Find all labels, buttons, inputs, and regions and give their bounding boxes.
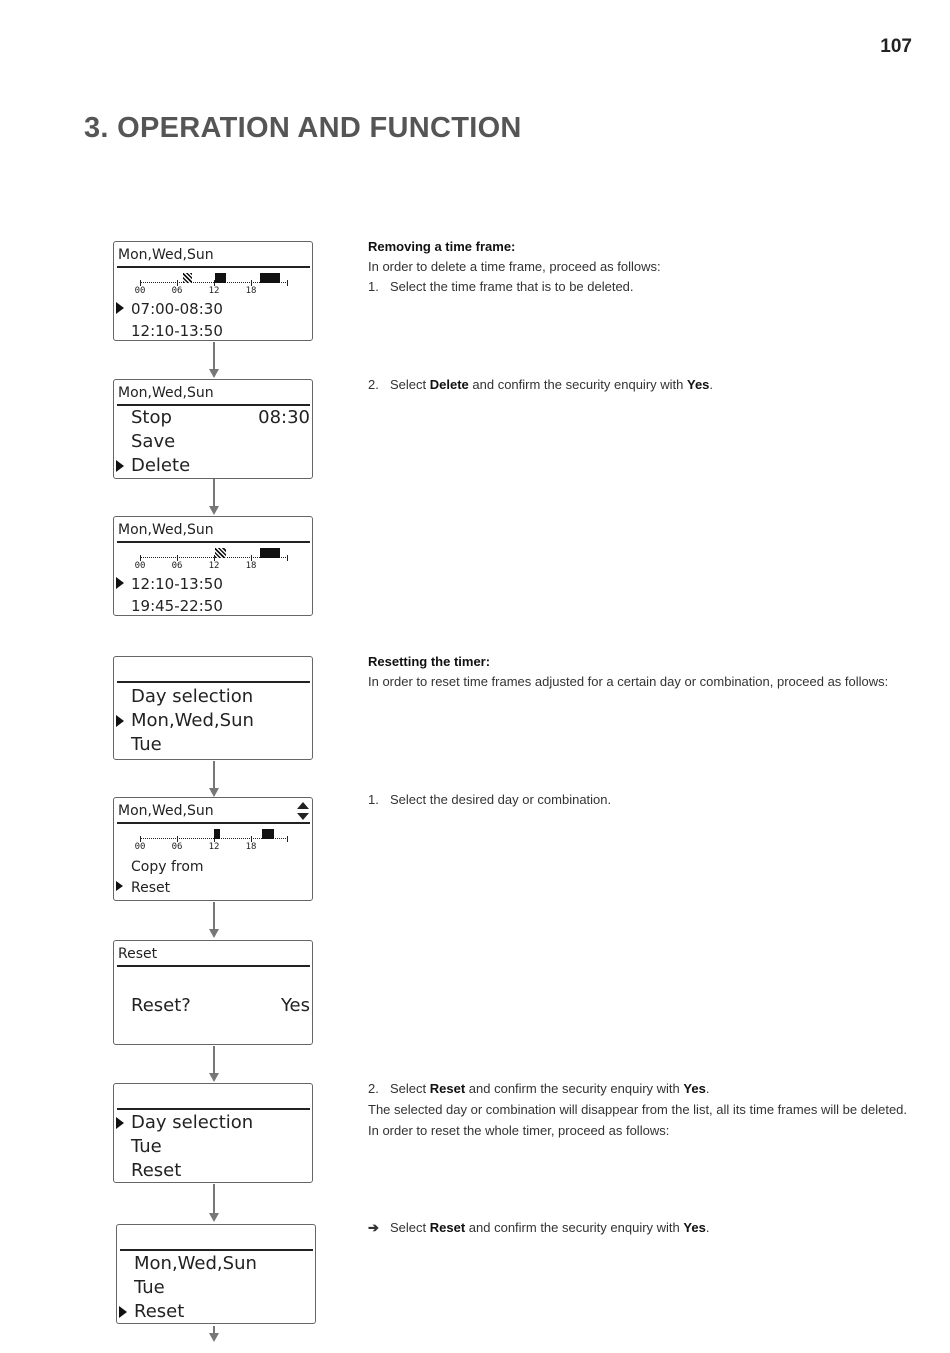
resetting-note-1: The selected day or combination will disappear from the list, all its time frames will be deleted. (368, 1102, 908, 1117)
hour-label: 06 (171, 842, 183, 852)
timebar-tick (287, 280, 288, 286)
hour-label: 00 (134, 842, 146, 852)
resetting-intro: In order to reset time frames adjusted for a certain day or combination, proceed as follows: (368, 674, 889, 689)
lcd-row-stop: Stop (131, 407, 172, 428)
cursor-icon (116, 881, 123, 891)
lcd-row-reset-question: Reset? (131, 995, 191, 1016)
hour-label: 06 (171, 561, 183, 571)
flow-arrow-shaft (213, 1184, 215, 1216)
cursor-icon (116, 302, 124, 314)
lcd-screen-day-selection (113, 656, 313, 760)
cursor-icon (116, 460, 124, 472)
lcd-row-save: Save (131, 431, 176, 452)
lcd-row-delete: Delete (131, 455, 191, 476)
flow-arrow-head (209, 369, 219, 378)
lcd-screen-day-menu (113, 797, 313, 901)
hour-label: 18 (245, 561, 257, 571)
step-text: . (705, 1081, 710, 1096)
lcd-screen-reset-timer (116, 1224, 316, 1324)
flow-arrow (209, 479, 219, 515)
flow-arrow (209, 902, 219, 938)
step-text: Select (390, 1220, 430, 1235)
step-text: . (709, 377, 714, 392)
timebar (134, 826, 288, 852)
lcd-header (117, 659, 310, 683)
hour-label: 06 (171, 286, 183, 296)
step-text: Select the time frame that is to be deleted. (390, 279, 634, 294)
timebar-tick (287, 836, 288, 842)
lcd-row-day: Tue (131, 1136, 162, 1157)
flow-arrow-head (209, 929, 219, 938)
lcd-row-day-selection: Day selection (131, 686, 254, 707)
lcd-header: Mon,Wed,Sun (117, 382, 310, 406)
step-text: Select (390, 377, 430, 392)
flow-arrow (209, 1326, 219, 1342)
lcd-header: Mon,Wed,Sun (117, 244, 310, 268)
cursor-icon (116, 715, 124, 727)
removing-heading: Removing a time frame: (368, 239, 516, 254)
step-text: and confirm the security enquiry with (468, 377, 687, 392)
step-number: 2. (368, 1081, 379, 1096)
lcd-header: Mon,Wed,Sun (117, 800, 310, 824)
cursor-icon (116, 577, 124, 589)
scroll-updown-icon (297, 802, 309, 820)
step-text: Select the desired day or combination. (390, 792, 612, 807)
lcd-row-timeframe: 12:10-13:50 (131, 575, 223, 593)
hour-label: 12 (208, 286, 220, 296)
chapter-title: 3. OPERATION AND FUNCTION (84, 112, 522, 144)
lcd-row-reset: Reset (134, 1301, 185, 1322)
resetting-step-2 (368, 1078, 907, 1141)
step-text: Select (390, 1081, 430, 1096)
lcd-row-day-combination: Mon,Wed,Sun (131, 710, 254, 731)
lcd-row-timeframe: 19:45-22:50 (131, 597, 223, 615)
removing-intro: In order to delete a time frame, proceed as follows: (368, 259, 661, 274)
flow-arrow-shaft (213, 342, 215, 372)
lcd-row-day-combination: Mon,Wed,Sun (134, 1253, 257, 1274)
arrow-right-icon: ➔ (368, 1220, 379, 1235)
lcd-header (120, 1227, 313, 1251)
lcd-header: Reset (117, 943, 310, 967)
step-text: . (705, 1220, 710, 1235)
flow-arrow-head (209, 1333, 219, 1342)
lcd-row-day-selection: Day selection (131, 1112, 254, 1133)
lcd-screen-day-list (113, 1083, 313, 1183)
resetting-step-1 (368, 790, 611, 810)
flow-arrow (209, 342, 219, 378)
hour-label: 00 (134, 286, 146, 296)
cursor-icon (116, 1117, 124, 1129)
removing-step-1 (368, 277, 661, 297)
hour-label: 12 (208, 561, 220, 571)
lcd-row-day: Tue (134, 1277, 165, 1298)
timebar (134, 270, 288, 296)
flow-arrow (209, 1184, 219, 1222)
resetting-section (368, 652, 888, 692)
timeframe-selected (183, 273, 192, 283)
lcd-screen-time-frames (113, 241, 313, 341)
reset-whole-timer-step (368, 1218, 709, 1238)
lcd-screen-time-frames-after-delete (113, 516, 313, 616)
step-keyword: Yes (683, 1220, 706, 1235)
timebar-tick (287, 555, 288, 561)
timeframe-block (260, 273, 280, 283)
lcd-header (117, 1086, 310, 1110)
lcd-row-day: Tue (131, 734, 162, 755)
step-keyword: Delete (429, 377, 469, 392)
step-number: 1. (368, 792, 379, 807)
flow-arrow-shaft (213, 1046, 215, 1076)
lcd-row-reset: Reset (131, 880, 171, 896)
lcd-row-copy-from: Copy from (131, 859, 204, 875)
resetting-step-2-line (368, 1078, 907, 1099)
timebar (134, 545, 288, 571)
step-keyword: Reset (429, 1220, 466, 1235)
step-number: 2. (368, 377, 379, 392)
step-number: 1. (368, 279, 379, 294)
resetting-note-2: In order to reset the whole timer, proceed as follows: (368, 1123, 670, 1138)
flow-arrow (209, 761, 219, 797)
flow-arrow-shaft (213, 902, 215, 932)
lcd-row-reset: Reset (131, 1160, 182, 1181)
cursor-icon (119, 1306, 127, 1318)
flow-arrow-head (209, 1213, 219, 1222)
timeframe-block (262, 829, 274, 839)
flow-arrow (209, 1046, 219, 1082)
flow-arrow-head (209, 788, 219, 797)
hour-label: 18 (245, 286, 257, 296)
resetting-heading: Resetting the timer: (368, 654, 491, 669)
removing-step-2 (368, 375, 713, 395)
lcd-row-timeframe: 07:00-08:30 (131, 300, 223, 318)
step-keyword: Yes (683, 1081, 706, 1096)
timeframe-selected (215, 548, 226, 558)
lcd-row-timeframe: 12:10-13:50 (131, 322, 223, 340)
flow-arrow-shaft (213, 479, 215, 509)
hour-label: 00 (134, 561, 146, 571)
hour-label: 18 (245, 842, 257, 852)
lcd-value-stop: 08:30 (258, 407, 310, 428)
removing-section (368, 237, 661, 297)
step-keyword: Reset (429, 1081, 466, 1096)
lcd-header: Mon,Wed,Sun (117, 519, 310, 543)
lcd-value-yes: Yes (280, 995, 310, 1016)
timeframe-block (215, 273, 226, 283)
lcd-screen-edit-timeframe (113, 379, 313, 479)
step-keyword: Yes (687, 377, 710, 392)
page-number: 107 (880, 36, 912, 57)
step-text: and confirm the security enquiry with (465, 1220, 684, 1235)
hour-label: 12 (208, 842, 220, 852)
lcd-screen-reset-confirm (113, 940, 313, 1045)
flow-arrow-head (209, 506, 219, 515)
flow-arrow-shaft (213, 761, 215, 791)
flow-arrow-head (209, 1073, 219, 1082)
step-text: and confirm the security enquiry with (465, 1081, 684, 1096)
timeframe-block (214, 829, 220, 839)
timeframe-block (260, 548, 280, 558)
